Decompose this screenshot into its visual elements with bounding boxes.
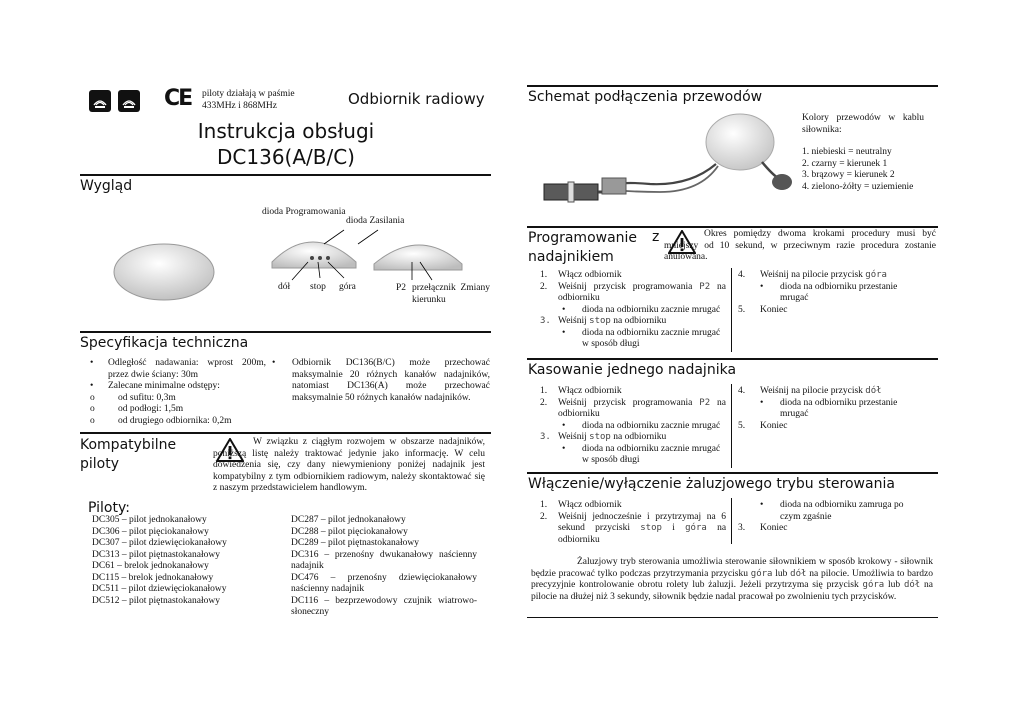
product-type: Odbiornik radiowy: [348, 90, 485, 108]
remote-item: DC307 – pilot dziewięciokanałowy: [92, 538, 227, 548]
wire-colors-title: Kolory przewodów w kablu siłownika:: [802, 113, 924, 135]
brand-logo-2: [118, 90, 140, 112]
step-sub-item: • dioda na odbiorniku zacznie mrugać w sposób długi: [562, 443, 721, 465]
section-heading-schemat: Schemat podłączenia przewodów: [528, 89, 763, 105]
step-sub-item: • dioda na odbiorniku zacznie mrugać w sposób długi: [562, 327, 721, 349]
remote-item: DC305 – pilot jednokanałowy: [92, 515, 207, 525]
step-sub-item: • dioda na odbiorniku przestanie mrugać: [760, 281, 898, 303]
step-item: 3. Koniec: [738, 523, 788, 533]
delete-steps-left: [540, 386, 726, 467]
blind-mode-steps-left: [540, 500, 726, 546]
label-p2: P2: [396, 283, 407, 293]
remote-item: DC61 – brelok jednokanałowy: [92, 561, 209, 571]
step-item: 1. Włącz odbiornik: [540, 500, 622, 510]
blind-mode-steps-right: [738, 500, 926, 535]
section-rule: [80, 174, 491, 176]
spec-item: • Zalecane minimalne odstępy:: [90, 381, 220, 391]
section-rule: [80, 331, 491, 333]
section-heading-spec: Specyfikacja techniczna: [80, 335, 249, 351]
wire-color-item: 3. brązowy = kierunek 2: [802, 170, 895, 180]
remote-item: DC115 – brelok jednokanałowy: [92, 572, 214, 583]
section-heading-kasowanie: Kasowanie jednego nadajnika: [528, 362, 737, 378]
label-prog-led: dioda Programowania: [262, 207, 346, 217]
step-sub-item: • dioda na odbiorniku przestanie mrugać: [760, 397, 898, 419]
label-up: góra: [339, 282, 356, 292]
section-heading-zaluzje: Włączenie/wyłączenie żaluzjowego trybu sterowania: [528, 476, 895, 492]
spec-item: • Odległość nadawania: wprost 200m, przez dwie ściany: 30m: [90, 358, 266, 380]
spec-left-list: [90, 358, 266, 427]
wiring-illustration: [540, 112, 800, 212]
step-item: 3. Weiśnij stop na odbiorniku: [540, 316, 667, 326]
label-direction-switch: przełącznik Zmiany kierunku: [412, 283, 490, 305]
remote-item: DC288 – pilot pięciokanałowy: [291, 526, 408, 537]
blind-mode-description: Żaluzjowy tryb sterowania umożliwia sterowanie siłownikiem w sposób krokowy - siłownik będzie pracować tylko podczas przytrzymania przycisku góra lub dół na pilocie. Umożliwia to bardzo precyzyjnie kontrolowanie obrotu rolety lub żaluzji. Jeżeli przytrzyma się przycisk góra lub dół na pilocie na dłużej niż 3 sekundy, siłownik będzie nadal pracował po zwolnieniu tych przycisków.: [531, 557, 933, 602]
section-rule: [527, 617, 938, 618]
section-rule: [527, 226, 938, 228]
step-item: 4. Weiśnij na pilocie przycisk dół: [738, 386, 882, 396]
step-item: 2. Weiśnij jednocześnie i przytrzymaj na 6 sekund przyciski stop i góra na odbiorniku: [540, 511, 727, 545]
compat-warning-text: W związku z ciągłym rozwojem w obszarze nadajników, poniższą listę należy traktować jedynie jako informację. W celu dowiedzenia się, czy dany niewymieniony poniżej nadajnik jest kompatybilny z tym odbiornikiem radiowym, należy skontaktować się z naszym przedstawicielem handlowym.: [213, 437, 485, 493]
programming-steps-left: [540, 270, 726, 351]
section-heading-compat: Kompatybilne piloty: [80, 437, 177, 472]
spec-sub-item: o od drugiego odbiornika: 0,2m: [90, 415, 232, 426]
heading-line: nadajnikiem: [528, 249, 614, 265]
label-down: dół: [278, 282, 291, 292]
remotes-left-list: [92, 515, 272, 607]
remote-item: DC289 – pilot piętnastokanałowy: [291, 538, 419, 548]
programming-steps-right: [738, 270, 926, 316]
frequency-note: piloty działają w paśmie 433MHz i 868MHz: [202, 89, 295, 111]
title-line-1: Instrukcja obsługi: [197, 119, 375, 143]
spec-sub-item: o od sufitu: 0,3m: [90, 392, 176, 403]
brand-logo-1: [89, 90, 111, 112]
section-rule: [527, 472, 938, 474]
section-rule: [527, 85, 938, 87]
remote-item: DC313 – pilot piętnastokanałowy: [92, 549, 220, 560]
remote-item: DC476 – przenośny dziewięciokanałowy naścienny nadajnik: [291, 572, 477, 594]
heading-line: Programowanie: [528, 230, 638, 246]
ce-mark: CE: [164, 86, 192, 111]
step-item: 4. Weiśnij na pilocie przycisk góra: [738, 270, 887, 280]
section-rule: [527, 358, 938, 360]
column-divider: [731, 384, 732, 468]
section-heading-wyglad: Wygląd: [80, 178, 133, 194]
step-sub-item: • dioda na odbiorniku zacznie mrugać: [562, 420, 721, 431]
step-item: 2. Weiśnij przycisk programowania P2 na odbiorniku: [540, 397, 727, 419]
section-rule: [80, 432, 491, 434]
step-item: 3. Weiśnij stop na odbiorniku: [540, 432, 667, 442]
wire-color-item: 2. czarny = kierunek 1: [802, 158, 888, 169]
heading-z: z: [652, 229, 660, 245]
step-sub-item: • dioda na odbiorniku zacznie mrugać: [562, 304, 721, 315]
step-item: 1. Włącz odbiornik: [540, 270, 622, 280]
remote-item: DC287 – pilot jednokanałowy: [291, 515, 406, 525]
remote-item: DC306 – pilot pięciokanałowy: [92, 526, 209, 537]
wire-colors-list: [802, 147, 942, 193]
remotes-heading: Piloty:: [88, 500, 130, 516]
remote-item: DC511 – pilot dziewięciokanałowy: [92, 584, 227, 594]
section-heading-programowanie: [528, 229, 637, 267]
wire-color-item: 1. niebieski = neutralny: [802, 147, 892, 157]
remote-item: DC512 – pilot piętnastokanałowy: [92, 595, 220, 606]
spec-right-item: • Odbiornik DC136(B/C) może przechować maksymalnie 20 różnych kanałów nadajników, natomiast DC136(A) może przechować maksymalnie 50 różnych kanałów nadajników.: [272, 358, 490, 403]
label-stop: stop: [310, 282, 326, 292]
title-line-2: DC136(A/B/C): [217, 145, 355, 169]
wire-color-item: 4. zielono-żółty = uziemienie: [802, 181, 914, 192]
label-power-led: dioda Zasilania: [346, 216, 405, 226]
column-divider: [731, 268, 732, 352]
remote-item: DC316 – przenośny dwukanałowy naścienny nadajnik: [291, 549, 477, 571]
delete-steps-right: [738, 386, 926, 432]
remotes-right-list: [291, 515, 477, 619]
spec-sub-item: o od podłogi: 1,5m: [90, 404, 184, 414]
step-item: 1. Włącz odbiornik: [540, 386, 622, 396]
step-item: 2. Weiśnij przycisk programowania P2 na odbiorniku: [540, 281, 727, 303]
column-divider: [731, 498, 732, 544]
remote-item: DC116 – bezprzewodowy czujnik wiatrowo-słoneczny: [291, 595, 477, 617]
programming-warning-text: Okres pomiędzy dwoma krokami procedury musi być mniejszy od 10 sekund, w przeciwnym razie procedura zostanie anulowana.: [664, 229, 936, 262]
device-main: [114, 244, 214, 300]
step-item: 5. Koniec: [738, 304, 788, 315]
page-title: [160, 118, 412, 170]
step-sub-item: • dioda na odbiorniku zamruga po czym zgaśnie: [760, 500, 904, 522]
step-item: 5. Koniec: [738, 420, 788, 431]
